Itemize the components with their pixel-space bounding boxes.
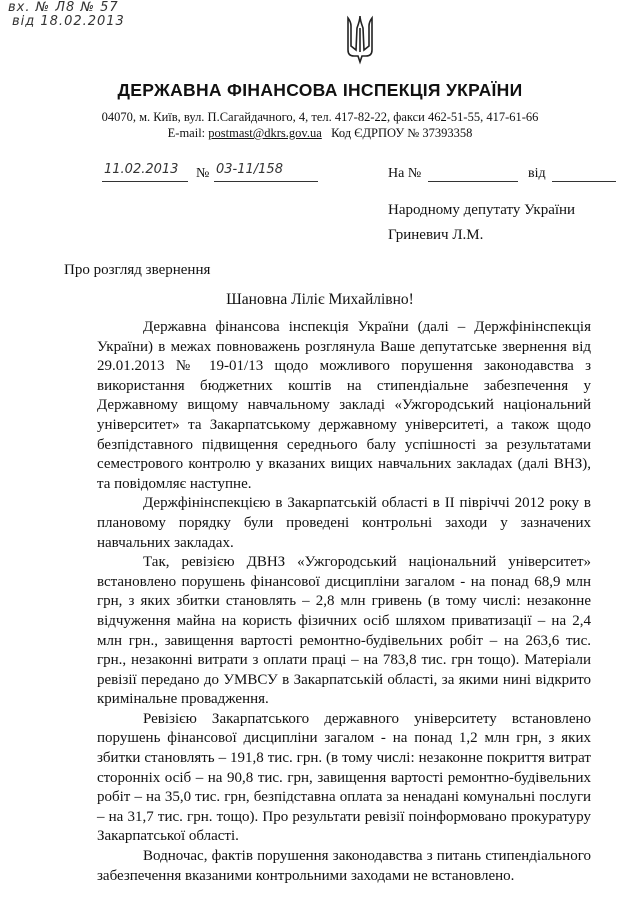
number-label: №	[196, 166, 210, 181]
body-paragraph: Держфінінспекцією в Закарпатській області в ІІ півріччі 2012 року в плановому порядку були проведені контрольні заходи у зазначених навчальних закладах.	[97, 495, 591, 551]
organization-address: 04070, м. Київ, вул. П.Сагайдачного, 4, тел. 417-82-22, факси 462-51-55, 417-61-66	[101, 110, 539, 124]
letter-body	[97, 318, 591, 886]
handwritten-registration-date: від 18.02.2013	[12, 14, 125, 29]
outgoing-date: 11.02.2013	[104, 162, 179, 177]
recipient-name: Гриневич Л.М.	[388, 227, 484, 243]
edrpou-code: Код ЄДРПОУ № 37393358	[331, 126, 473, 140]
handwritten-registration-number: вх. № Л8 № 57	[8, 0, 119, 15]
organization-title: ДЕРЖАВНА ФІНАНСОВА ІНСПЕКЦІЯ УКРАЇНИ	[117, 80, 523, 100]
organization-contacts	[0, 126, 640, 141]
incoming-date-blank	[552, 181, 616, 182]
outgoing-number: 03-11/158	[216, 162, 283, 177]
email-label: E-mail:	[167, 126, 206, 140]
body-paragraph: Державна фінансова інспекція України (далі – Держфінінспекція України) в межах повноважень розглянула Ваше депутатське звернення від 29.01.2013 № 19-01/13 щодо можливого порушення законодавства з використання бюджетних коштів на стипендіальне забезпечення у Державному вищому навчальному закладі «Ужгородський національний університет» та Закарпатському державному університеті, а також щодо безпідставного підвищення середнього балу успішності за результатами семестрового контролю у вказаних вищих навчальних закладах (далі ВНЗ), та повідомляє наступне.	[97, 319, 591, 492]
incoming-date-label: від	[528, 166, 546, 181]
incoming-number-blank	[428, 181, 518, 182]
letter-subject: Про розгляд звернення	[64, 262, 211, 278]
incoming-number-label: На №	[388, 166, 422, 181]
body-paragraph: Ревізією Закарпатського державного університету встановлено порушень фінансової дисципліни загалом - на понад 1,2 млн грн, з яких збитки становлять – 191,8 тис. грн. (в тому числі: незаконне покриття витрат сторонніх осіб – на 90,8 тис. грн, завищення вартості ремонтно-будівельних робіт – на 35,0 тис. грн, безпідставна оплата за ненадані комунальні послуги – на 31,7 тис. грн. тощо). Про результати ревізії поінформовано прокуратуру Закарпатської області.	[97, 710, 591, 845]
salutation: Шановна Ліліє Михайлівно!	[226, 291, 414, 308]
body-paragraph: Водночас, фактів порушення законодавства з питань стипендіального забезпечення вказаними контрольними заходами не встановлено.	[97, 848, 591, 884]
body-paragraph: Так, ревізією ДВНЗ «Ужгородський національний університет» встановлено порушень фінансової дисципліни загалом - на понад 68,9 млн грн, з яких збитки становлять – 2,8 млн гривень (в тому числі: незаконне відчуження майна на користь фізичних осіб шляхом приватизації – на 2,4 млн грн., завищення вартості ремонтно-будівельних робіт – на 263,6 тис. грн., незаконні витрати з оплати праці – на 783,8 тис. грн тощо). Матеріали ревізії передано до УМВСУ в Закарпатській області, за якими нині відкрито кримінальне провадження.	[97, 554, 591, 708]
recipient-position: Народному депутату України	[388, 202, 576, 218]
date-underline	[102, 181, 188, 182]
trident-emblem-icon	[345, 14, 375, 66]
number-underline	[214, 181, 318, 182]
email-link[interactable]: postmast@dkrs.gov.ua	[208, 126, 322, 140]
